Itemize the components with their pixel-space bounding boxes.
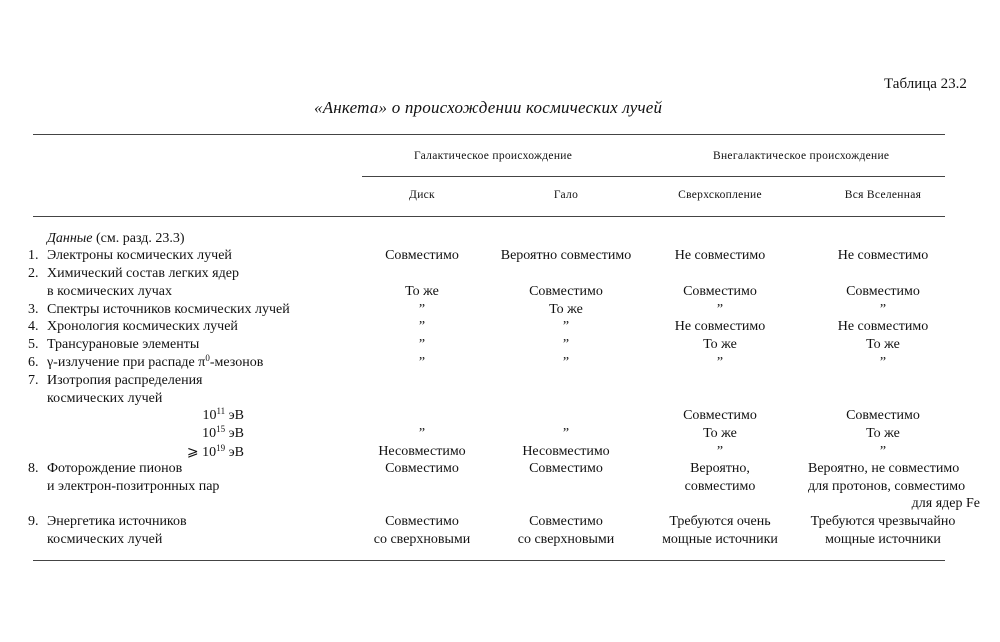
- cell-supercluster: ”: [716, 355, 724, 370]
- cell-universe: для ядер Fe: [911, 496, 980, 511]
- cell-supercluster: мощные источники: [662, 532, 778, 547]
- data-header-italic: Данные: [47, 231, 93, 246]
- table-number: Таблица 23.2: [884, 76, 967, 92]
- column-header-supercluster: Сверхскопление: [678, 189, 762, 201]
- cell-disk: ”: [418, 302, 426, 317]
- cell-universe: мощные источники: [825, 532, 941, 547]
- cell-disk: То же: [405, 284, 439, 299]
- table-row: [0, 514, 1000, 531]
- cell-disk: Совместимо: [385, 248, 459, 263]
- cell-disk: ”: [418, 337, 426, 352]
- row-label: космических лучей: [47, 391, 163, 406]
- cell-halo: Совместимо: [529, 461, 603, 476]
- cell-disk: со сверхновыми: [373, 532, 471, 547]
- table-row: [0, 426, 1000, 443]
- row-number: 1.: [28, 248, 39, 263]
- cell-universe: ”: [879, 444, 887, 459]
- cell-supercluster: То же: [703, 337, 737, 352]
- cell-disk: Несовместимо: [378, 444, 466, 459]
- cell-universe: Совместимо: [846, 284, 920, 299]
- cell-universe: для протонов, совместимо: [808, 479, 966, 494]
- row-number: 3.: [28, 302, 39, 317]
- cell-universe: Не совместимо: [837, 319, 929, 334]
- cell-supercluster: Требуются очень: [669, 514, 771, 529]
- table-row: [0, 373, 1000, 390]
- energy-label: ⩾ $10^{19}$ эВ: [186, 443, 244, 460]
- cell-halo: Совместимо: [529, 284, 603, 299]
- table-row: [0, 355, 1000, 372]
- group-galactic: Галактическое происхождение: [414, 150, 573, 162]
- table-row: [0, 266, 1000, 283]
- table-row: [0, 479, 1000, 496]
- cell-disk: ”: [418, 355, 426, 370]
- cell-halo: То же: [549, 302, 583, 317]
- energy-label: $10^{11}$ эВ: [202, 406, 244, 423]
- group-rule: [362, 176, 945, 177]
- column-header-disk: Диск: [409, 189, 435, 201]
- data-header: [0, 231, 1000, 248]
- row-label: Трансурановые элементы: [47, 337, 200, 352]
- row-label: Спектры источников космических лучей: [47, 302, 290, 317]
- row-label: Фоторождение пионов: [47, 461, 183, 476]
- bottom-rule: [33, 560, 945, 561]
- row-number: 7.: [28, 373, 39, 388]
- cell-supercluster: совместимо: [684, 479, 756, 494]
- table-row: [0, 408, 1000, 425]
- cell-supercluster: Вероятно,: [690, 461, 750, 476]
- cell-halo: Совместимо: [529, 514, 603, 529]
- header-rule: [33, 216, 945, 217]
- cell-supercluster: Не совместимо: [674, 319, 766, 334]
- table-row: [0, 319, 1000, 336]
- row-number: 8.: [28, 461, 39, 476]
- row-label: Химический состав легких ядер: [47, 266, 239, 281]
- energy-label: $10^{15}$ эВ: [202, 424, 244, 441]
- row-label: Изотропия распределения: [47, 373, 203, 388]
- cell-halo: со сверхновыми: [517, 532, 615, 547]
- cell-halo: Вероятно совместимо: [500, 248, 632, 263]
- top-rule: [33, 134, 945, 135]
- table-row: [0, 532, 1000, 549]
- cell-halo: ”: [562, 355, 570, 370]
- row-label: в космических лучах: [47, 284, 172, 299]
- row-label: Электроны космических лучей: [47, 248, 232, 263]
- cell-supercluster: Совместимо: [683, 408, 757, 423]
- cell-universe: Не совместимо: [837, 248, 929, 263]
- cell-disk: ”: [418, 319, 426, 334]
- table-row: [0, 461, 1000, 478]
- data-header-rest: (см. разд. 23.3): [92, 231, 185, 246]
- table-row: [0, 284, 1000, 301]
- cell-universe: То же: [866, 337, 900, 352]
- cell-disk: ”: [418, 426, 426, 441]
- row-label: и электрон-позитронных пар: [47, 479, 220, 494]
- table-title: «Анкета» о происхождении космических лучей: [314, 98, 663, 117]
- cell-universe: То же: [866, 426, 900, 441]
- cell-supercluster: ”: [716, 302, 724, 317]
- row-number: 6.: [28, 355, 39, 370]
- column-header-halo: Гало: [553, 189, 579, 201]
- table-row: [0, 337, 1000, 354]
- column-header-universe: Вся Вселенная: [844, 189, 922, 201]
- cell-supercluster: То же: [703, 426, 737, 441]
- row-number: 2.: [28, 266, 39, 281]
- cell-disk: Совместимо: [385, 514, 459, 529]
- cell-universe: ”: [879, 302, 887, 317]
- table-row: [0, 248, 1000, 265]
- cell-supercluster: ”: [716, 444, 724, 459]
- table-row: [0, 302, 1000, 319]
- cell-disk: Совместимо: [385, 461, 459, 476]
- row-number: 9.: [28, 514, 39, 529]
- cell-halo: ”: [562, 337, 570, 352]
- row-number: 5.: [28, 337, 39, 352]
- cell-halo: ”: [562, 319, 570, 334]
- cell-universe: Требуются чрезвычайно: [810, 514, 956, 529]
- cell-halo: ”: [562, 426, 570, 441]
- cell-supercluster: Не совместимо: [674, 248, 766, 263]
- row-label: Хронология космических лучей: [47, 319, 238, 334]
- row-label: космических лучей: [47, 532, 163, 547]
- cell-supercluster: Совместимо: [683, 284, 757, 299]
- group-extragalactic: Внегалактическое происхождение: [713, 150, 890, 162]
- table-row: [0, 496, 1000, 513]
- row-label: γ-излучение при распаде $\pi^0$-мезонов: [47, 353, 264, 370]
- table-row: [0, 444, 1000, 461]
- cell-universe: Вероятно, не совместимо: [808, 461, 960, 476]
- cell-universe: ”: [879, 355, 887, 370]
- row-number: 4.: [28, 319, 39, 334]
- cell-universe: Совместимо: [846, 408, 920, 423]
- cell-halo: Несовместимо: [522, 444, 610, 459]
- row-label: Энергетика источников: [47, 514, 187, 529]
- table-row: [0, 391, 1000, 408]
